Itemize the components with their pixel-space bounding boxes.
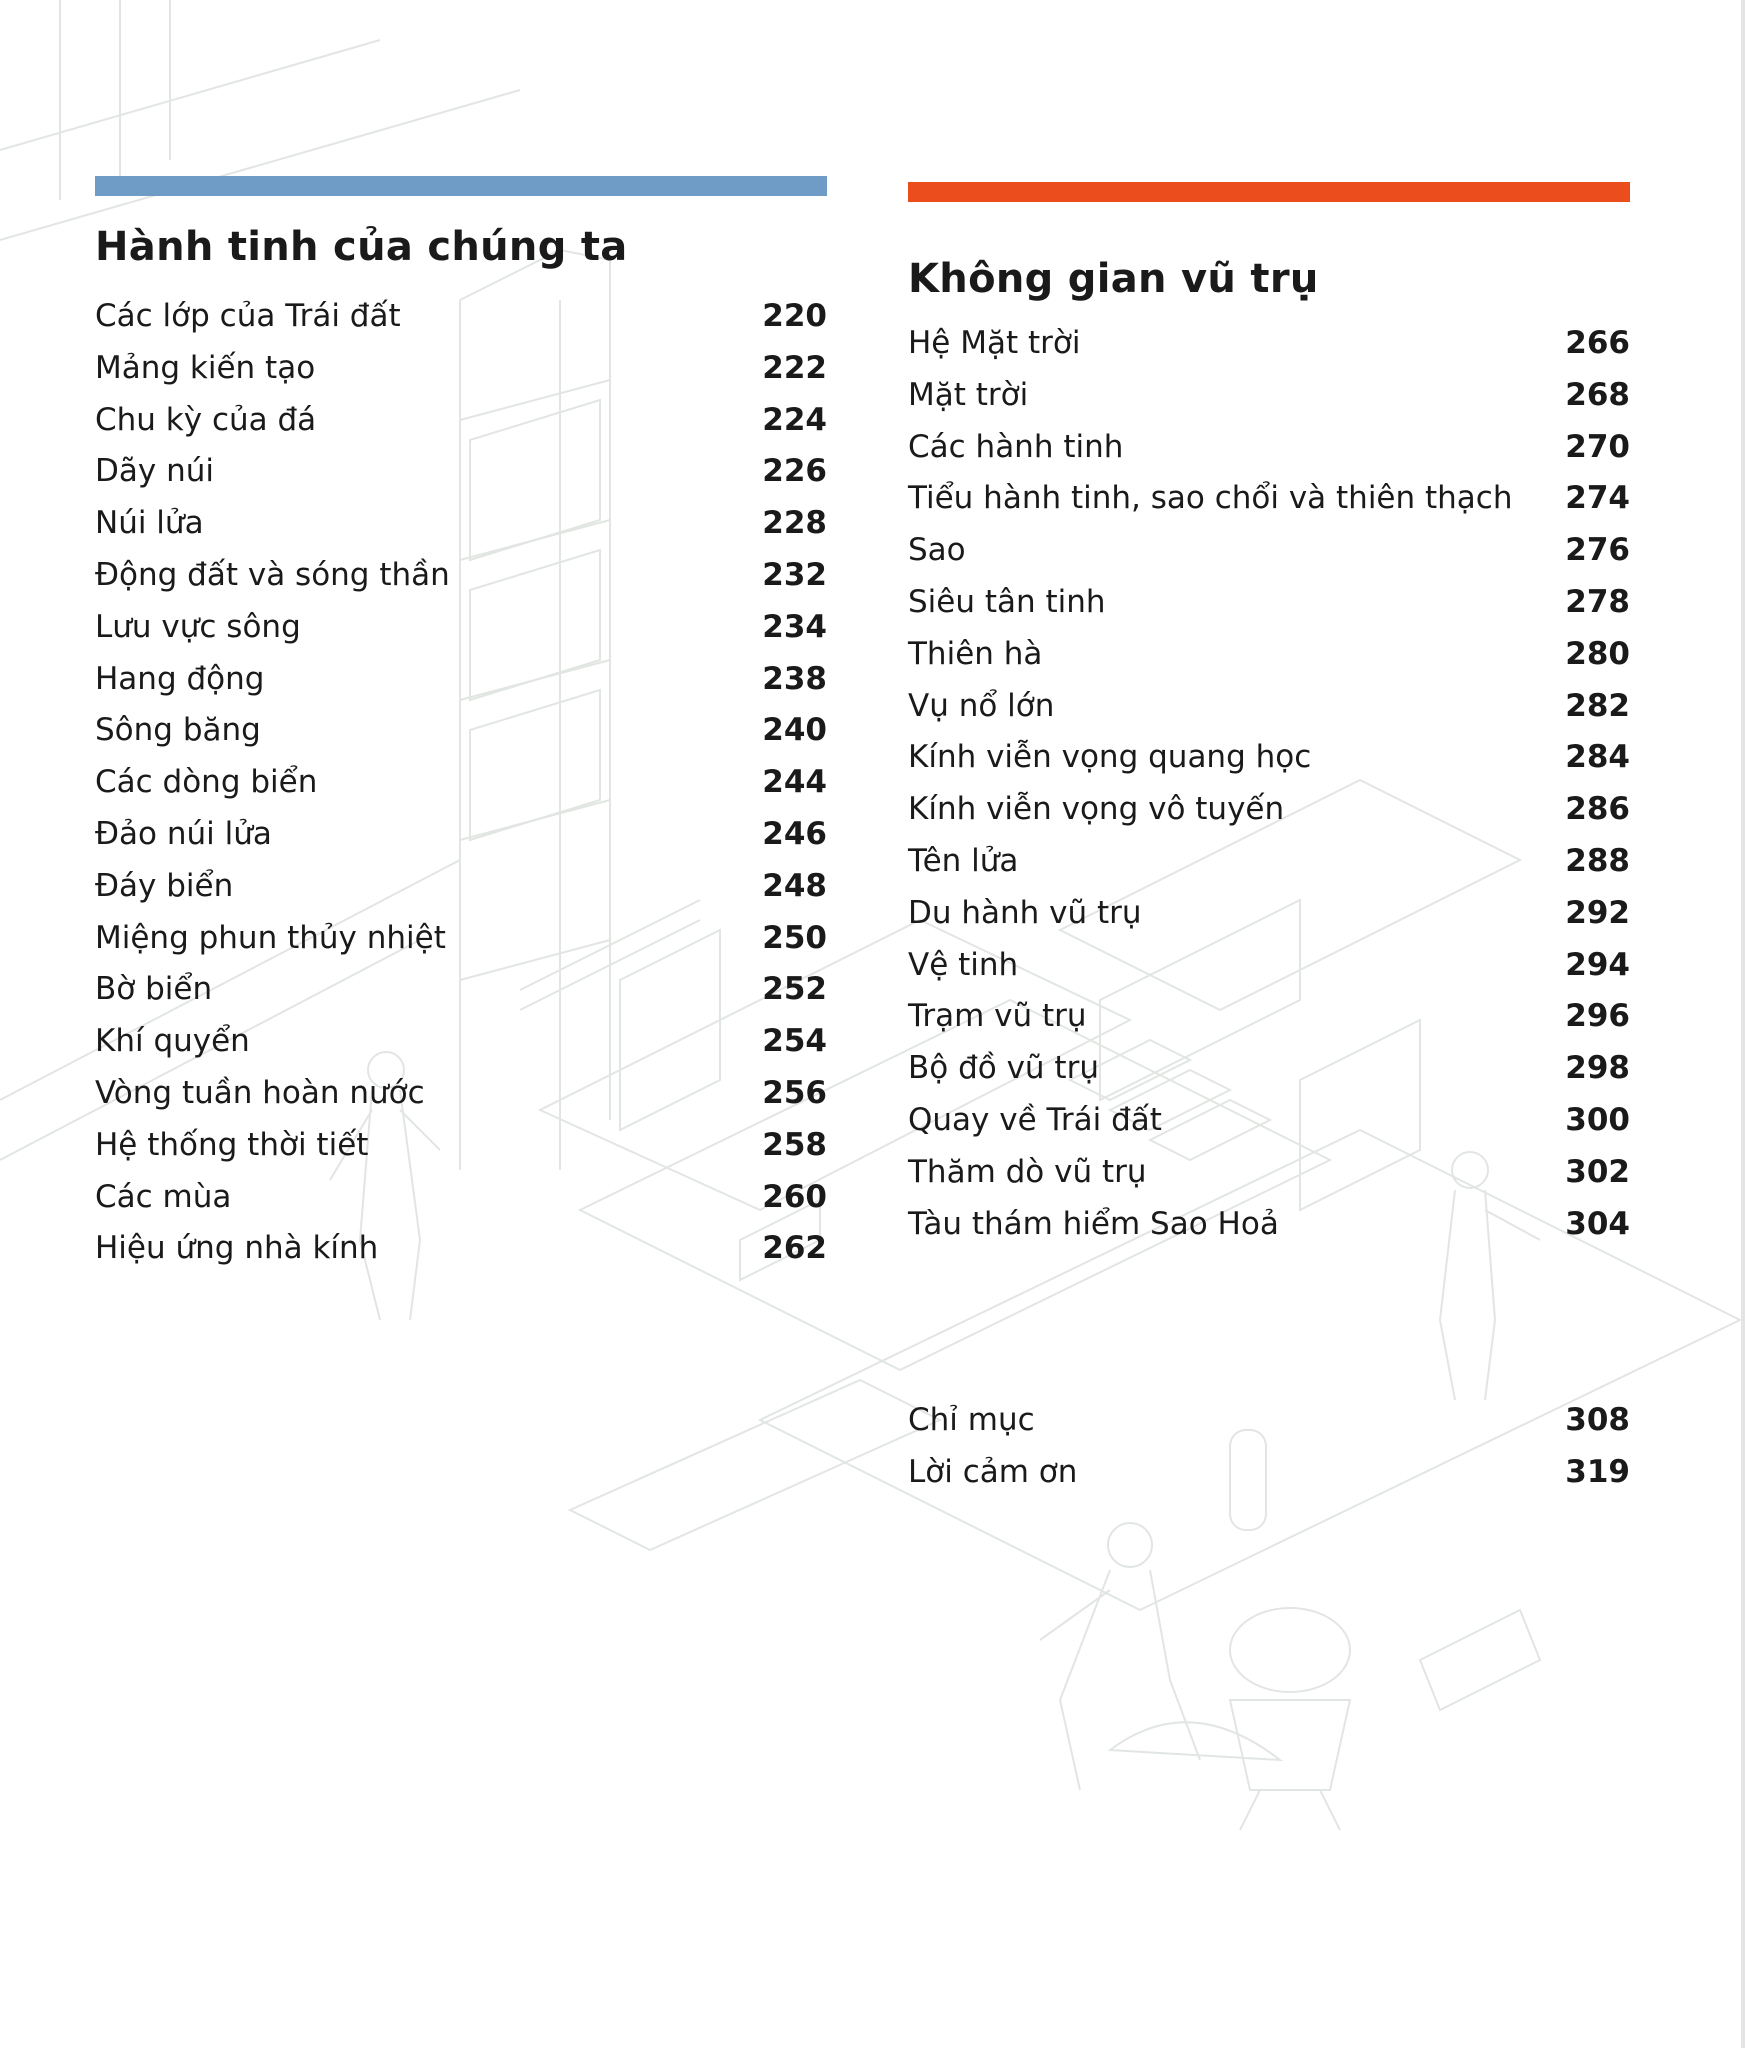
toc-entry-label: Chu kỳ của đá <box>95 401 317 438</box>
toc-entry-page: 319 <box>1565 1454 1630 1491</box>
toc-entry-page: 276 <box>1565 532 1630 569</box>
toc-entry[interactable] <box>95 712 827 764</box>
toc-entry-page: 248 <box>762 867 827 904</box>
toc-entry[interactable] <box>908 739 1630 791</box>
toc-entry-label: Các mùa <box>95 1178 232 1215</box>
toc-entry[interactable] <box>908 1206 1630 1258</box>
toc-entry-label: Miệng phun thủy nhiệt <box>95 919 446 956</box>
toc-entry-page: 224 <box>762 401 827 438</box>
toc-entry[interactable] <box>95 505 827 557</box>
toc-entry-label: Động đất và sóng thần <box>95 556 450 593</box>
toc-entry-page: 258 <box>762 1126 827 1163</box>
toc-entry-label: Du hành vũ trụ <box>908 894 1142 931</box>
toc-column-left <box>95 176 827 1282</box>
toc-list <box>908 325 1630 1257</box>
toc-entry-label: Các hành tinh <box>908 428 1124 465</box>
toc-entry-page: 234 <box>762 608 827 645</box>
toc-entry-label: Sao <box>908 532 966 569</box>
section-color-bar <box>95 176 827 196</box>
toc-entry[interactable] <box>908 1050 1630 1102</box>
toc-entry-label: Tiểu hành tinh, sao chổi và thiên thạch <box>908 480 1513 517</box>
toc-entry-page: 232 <box>762 556 827 593</box>
toc-entry-page: 270 <box>1565 428 1630 465</box>
toc-column-right <box>908 182 1630 1506</box>
toc-entry-label: Lưu vực sông <box>95 608 301 645</box>
toc-entry-acknowledgements[interactable] <box>908 1454 1630 1506</box>
toc-entry-page: 228 <box>762 505 827 542</box>
toc-entry-label: Bộ đồ vũ trụ <box>908 1050 1099 1087</box>
toc-entry-page: 296 <box>1565 998 1630 1035</box>
toc-entry[interactable] <box>95 350 827 402</box>
toc-entry-page: 220 <box>762 298 827 334</box>
toc-entry-label: Dãy núi <box>95 453 214 490</box>
toc-entry-page: 244 <box>762 764 827 801</box>
toc-entry-label: Hiệu ứng nhà kính <box>95 1230 379 1267</box>
toc-entry-page: 302 <box>1565 1153 1630 1190</box>
toc-entry[interactable] <box>95 1127 827 1179</box>
toc-entry[interactable] <box>95 764 827 816</box>
toc-entry-page: 304 <box>1565 1205 1630 1242</box>
toc-entry[interactable] <box>95 971 827 1023</box>
toc-entry[interactable] <box>908 947 1630 999</box>
toc-entry-page: 266 <box>1565 325 1630 361</box>
toc-entry-label: Các lớp của Trái đất <box>95 298 401 334</box>
toc-entry-label: Tên lửa <box>908 842 1019 879</box>
toc-entry[interactable] <box>908 895 1630 947</box>
toc-entry-label: Kính viễn vọng quang học <box>908 739 1312 776</box>
toc-entry-label: Kính viễn vọng vô tuyến <box>908 791 1285 828</box>
toc-entry-page: 222 <box>762 349 827 386</box>
toc-entry[interactable] <box>95 298 827 350</box>
toc-entry-page: 274 <box>1565 480 1630 517</box>
toc-entry[interactable] <box>95 920 827 972</box>
toc-entry-page: 252 <box>762 971 827 1008</box>
toc-entry-page: 300 <box>1565 1101 1630 1138</box>
toc-entry[interactable] <box>95 1075 827 1127</box>
page-edge-shadow <box>1741 0 1745 2048</box>
toc-entry[interactable] <box>908 791 1630 843</box>
toc-entry-label: Đảo núi lửa <box>95 815 272 852</box>
toc-entry[interactable] <box>908 480 1630 532</box>
toc-entry-label: Mặt trời <box>908 376 1029 413</box>
toc-entry-index[interactable] <box>908 1402 1630 1454</box>
toc-entry[interactable] <box>908 584 1630 636</box>
toc-entry-page: 308 <box>1565 1402 1630 1439</box>
toc-entry-label: Khí quyển <box>95 1023 250 1060</box>
toc-entry-label: Lời cảm ơn <box>908 1454 1078 1491</box>
toc-entry-page: 240 <box>762 712 827 749</box>
toc-entry-page: 298 <box>1565 1050 1630 1087</box>
toc-entry-label: Thăm dò vũ trụ <box>908 1153 1147 1190</box>
toc-entry-page: 256 <box>762 1074 827 1111</box>
toc-entry[interactable] <box>908 843 1630 895</box>
toc-entry[interactable] <box>95 557 827 609</box>
section-title: Hành tinh của chúng ta <box>95 224 628 270</box>
toc-entry-label: Siêu tân tinh <box>908 583 1106 620</box>
toc-entry[interactable] <box>908 325 1630 377</box>
toc-entry[interactable] <box>908 429 1630 481</box>
toc-entry[interactable] <box>908 532 1630 584</box>
toc-entry-page: 246 <box>762 815 827 852</box>
toc-entry-page: 284 <box>1565 739 1630 776</box>
toc-entry-page: 294 <box>1565 946 1630 983</box>
toc-entry-label: Sông băng <box>95 712 261 749</box>
toc-entry-page: 254 <box>762 1023 827 1060</box>
toc-entry[interactable] <box>95 1023 827 1075</box>
toc-entry-label: Hang động <box>95 660 265 697</box>
toc-entry-label: Quay về Trái đất <box>908 1101 1162 1138</box>
toc-entry[interactable] <box>908 1154 1630 1206</box>
toc-entry-page: 238 <box>762 660 827 697</box>
toc-entry[interactable] <box>908 1102 1630 1154</box>
toc-entry[interactable] <box>95 453 827 505</box>
toc-entry-label: Vòng tuần hoàn nước <box>95 1074 425 1111</box>
toc-entry[interactable] <box>908 636 1630 688</box>
toc-entry[interactable] <box>95 402 827 454</box>
toc-entry-page: 286 <box>1565 791 1630 828</box>
toc-entry-label: Vụ nổ lớn <box>908 687 1055 724</box>
toc-entry[interactable] <box>95 868 827 920</box>
toc-entry[interactable] <box>908 377 1630 429</box>
toc-extra-list <box>908 1402 1630 1506</box>
toc-entry-label: Núi lửa <box>95 505 204 542</box>
toc-entry-label: Tàu thám hiểm Sao Hoả <box>908 1205 1279 1242</box>
toc-entry-label: Chỉ mục <box>908 1402 1035 1439</box>
toc-entry[interactable] <box>95 816 827 868</box>
toc-entry[interactable] <box>95 609 827 661</box>
toc-entry-label: Bờ biển <box>95 971 213 1008</box>
toc-entry-page: 262 <box>762 1230 827 1267</box>
toc-entry-label: Hệ Mặt trời <box>908 325 1081 361</box>
toc-entry[interactable] <box>95 1179 827 1231</box>
toc-entry-page: 226 <box>762 453 827 490</box>
toc-entry-label: Các dòng biển <box>95 764 318 801</box>
toc-entry-page: 288 <box>1565 842 1630 879</box>
toc-entry[interactable] <box>95 661 827 713</box>
toc-entry-page: 268 <box>1565 376 1630 413</box>
toc-entry[interactable] <box>908 688 1630 740</box>
toc-entry-page: 292 <box>1565 894 1630 931</box>
section-title: Không gian vũ trụ <box>908 256 1319 302</box>
toc-list <box>95 298 827 1282</box>
toc-entry-page: 278 <box>1565 583 1630 620</box>
toc-entry-label: Đáy biển <box>95 867 234 904</box>
toc-entry-label: Thiên hà <box>908 635 1043 672</box>
toc-entry-label: Vệ tinh <box>908 946 1019 983</box>
toc-entry-page: 250 <box>762 919 827 956</box>
toc-entry-page: 260 <box>762 1178 827 1215</box>
toc-entry[interactable] <box>95 1230 827 1282</box>
toc-entry[interactable] <box>908 998 1630 1050</box>
toc-entry-page: 282 <box>1565 687 1630 724</box>
toc-entry-page: 280 <box>1565 635 1630 672</box>
toc-entry-label: Trạm vũ trụ <box>908 998 1087 1035</box>
toc-entry-label: Mảng kiến tạo <box>95 349 316 386</box>
toc-entry-label: Hệ thống thời tiết <box>95 1126 369 1163</box>
section-color-bar <box>908 182 1630 202</box>
